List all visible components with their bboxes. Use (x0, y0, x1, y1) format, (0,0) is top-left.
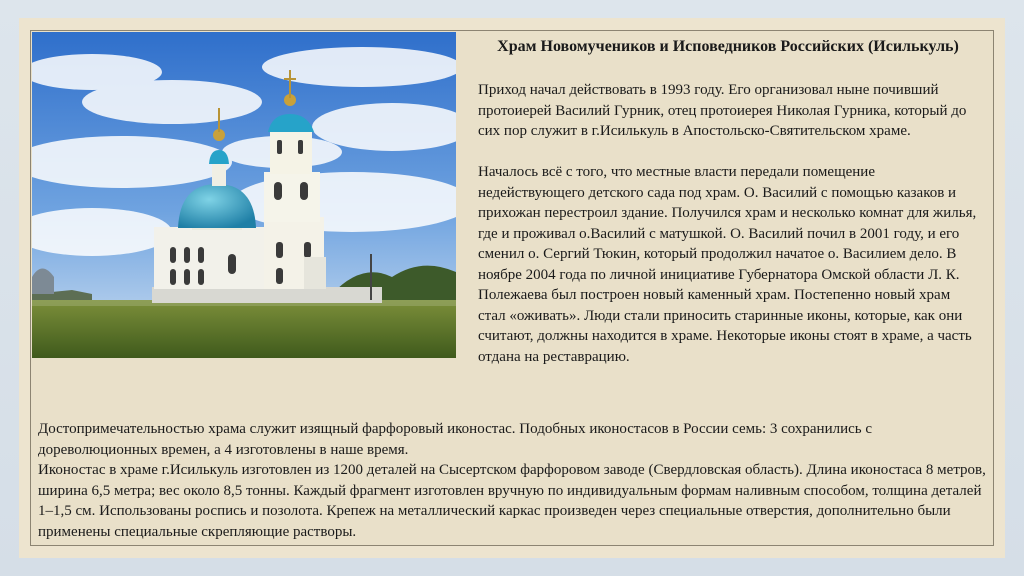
church-photo (32, 32, 456, 358)
page-title: Храм Новомучеников и Исповедников Российских (Исилькуль) (497, 38, 959, 55)
paragraph-history-intro: Приход начал действовать в 1993 году. Его организовал ныне почивший протоиерей Василий Гурник, отец протоиерея Николая Гурника, который до сих пор служит в г.Исилькуль в Апостольско-Святительском храме. (478, 82, 967, 139)
paragraph-history-main: Началось всё с того, что местные власти передали помещение недействующего детского сада под храм. О. Василий с помощью казаков и прихожан перестроил здание. Получился храм и несколько комнат для жилья, где и проживал о.Василий с матушкой. О. Василий почил в 2001 году, и его сменил о. Сергий Тюкин, который продолжил начатое о. Василием дело. В ноябре 2004 года по личной инициативе Губернатора Омской области Л. К. Полежаева был построен новый каменный храм. Постепенно новый храм стал «оживать». Люди стали приносить старинные иконы, которые, как они считают, должны находится в храме. Некоторые иконы стоят в храме, а часть отдана на реставрацию. (478, 164, 977, 365)
paragraph-iconostasis-details: Иконостас в храме г.Исилькуль изготовлен из 1200 деталей на Сысертском фарфоровом заводе (Свердловская область). Длина иконостаса 8 метров, ширина 6,5 метра; вес около 8,5 тонны. Каждый фрагмент изготовлен вручную по индивидуальным формам наливным способом, толщина деталей 1–1,5 см. Использованы роспись и позолота. Крепеж на металлический каркас произведен через специальные отверстия, дополнительно были применены специальные скрепляющие растворы. (38, 462, 986, 540)
paragraph-iconostasis-intro: Достопримечательностью храма служит изящный фарфоровый иконостас. Подобных иконостасов в России семь: 3 сохранились с дореволюционных времен, а 4 изготовлены в наше время. (38, 421, 873, 458)
